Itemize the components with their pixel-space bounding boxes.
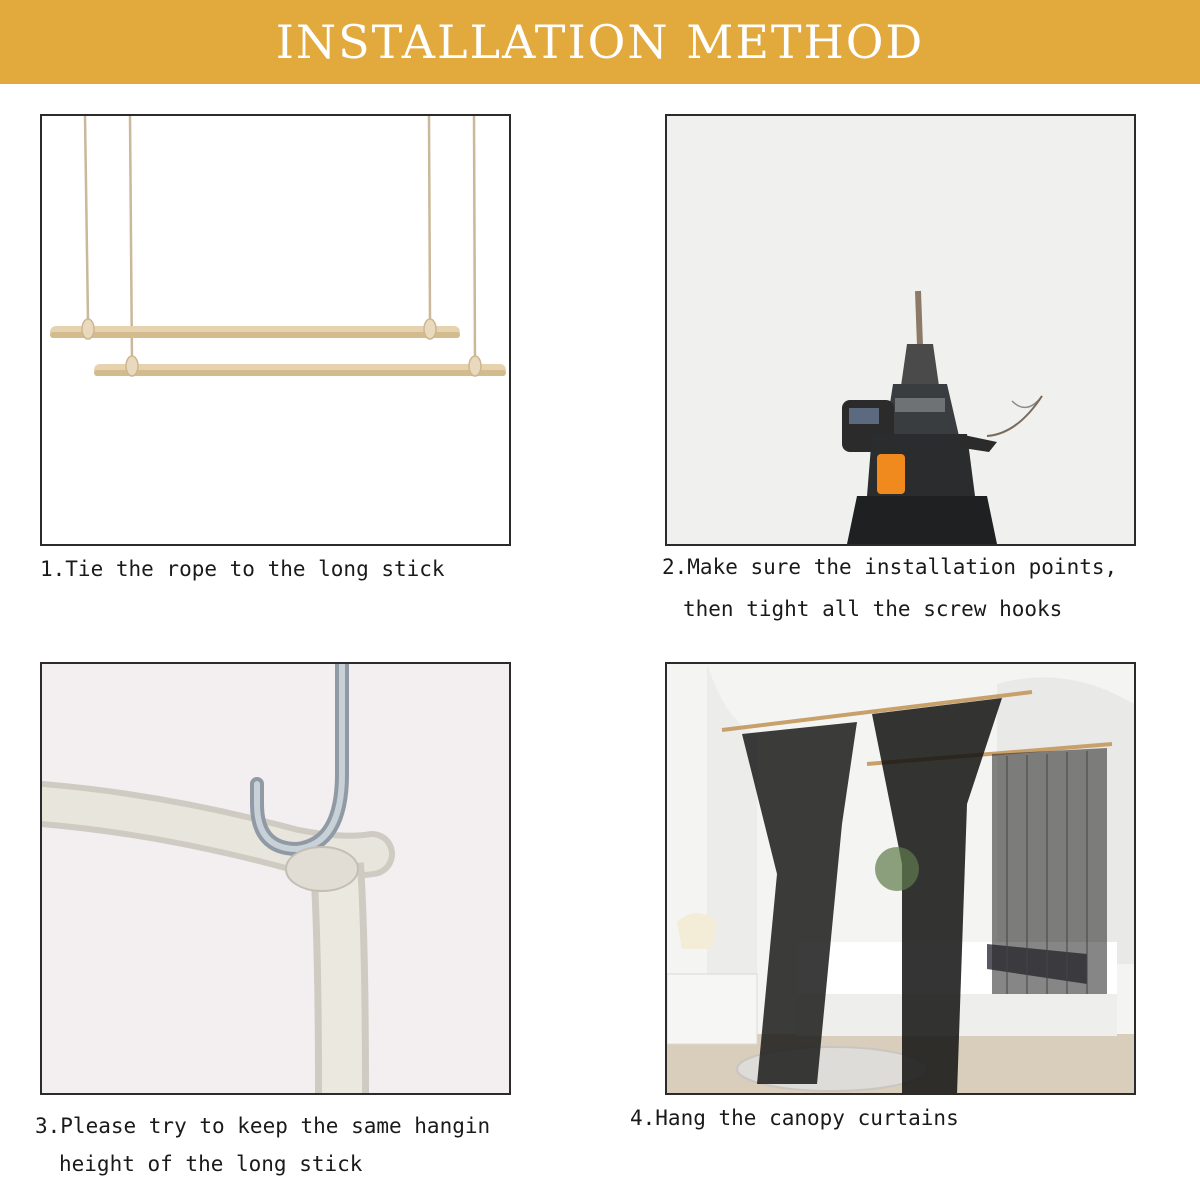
step-3-image	[40, 662, 511, 1095]
step-4-caption: 4.Hang the canopy curtains	[630, 1106, 959, 1130]
step-2-image	[665, 114, 1136, 546]
step-1-image	[40, 114, 511, 546]
step-3-caption-line-2: height of the long stick	[59, 1152, 363, 1176]
banner-title: INSTALLATION METHOD	[275, 15, 925, 69]
step-1-caption: 1.Tie the rope to the long stick	[40, 557, 445, 581]
step-3-caption-line-1: 3.Please try to keep the same hangin	[35, 1114, 491, 1138]
header-banner	[0, 0, 1200, 84]
step-4-image	[665, 662, 1136, 1095]
step-2-caption-line-2: then tight all the screw hooks	[683, 597, 1063, 621]
step-2-caption-line-1: 2.Make sure the installation points,	[662, 555, 1118, 579]
